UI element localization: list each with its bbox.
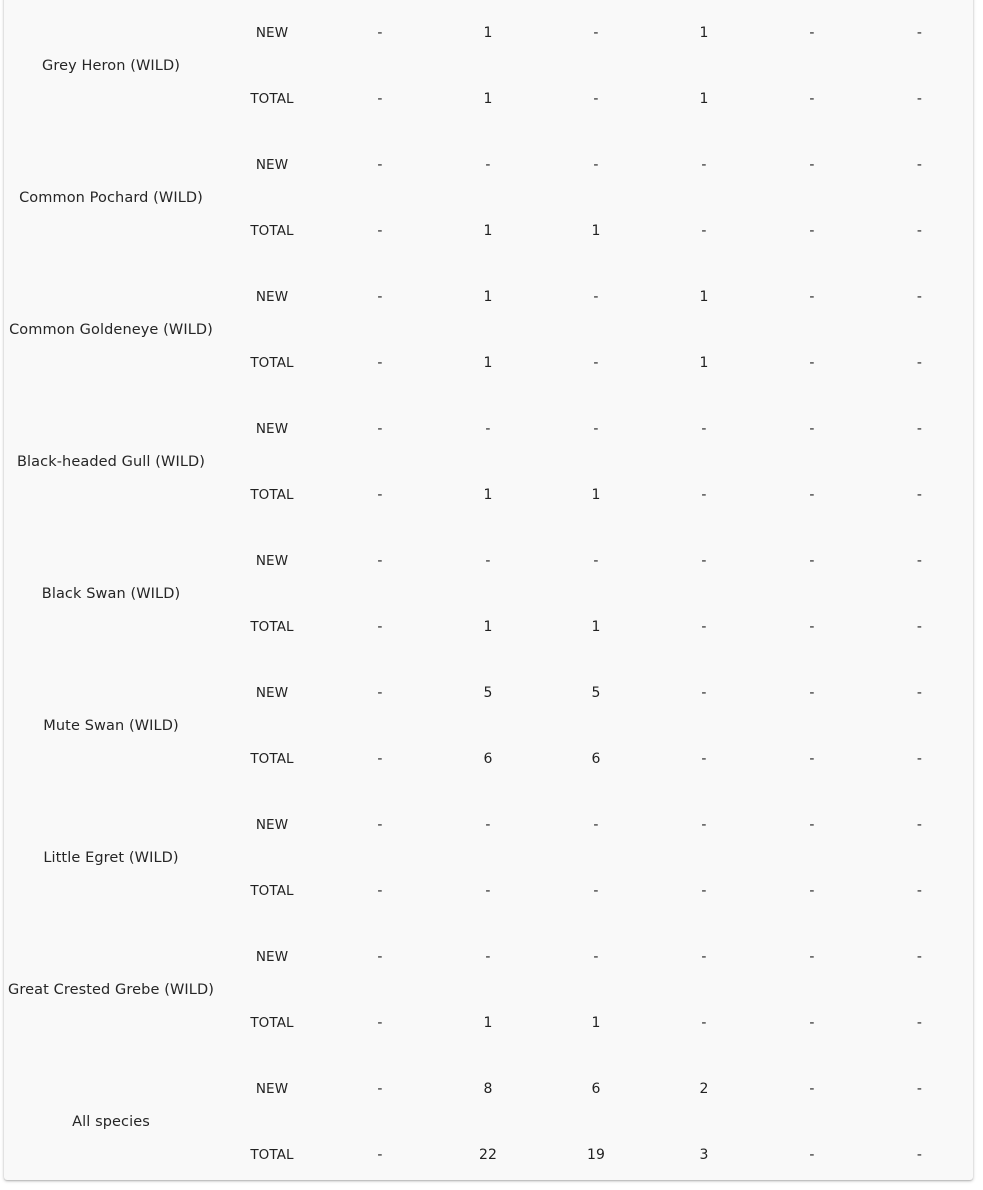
count-cell: -: [916, 355, 923, 371]
count-cell: -: [377, 1147, 383, 1163]
count-cell: 1: [483, 487, 493, 503]
count-cell: -: [701, 553, 707, 569]
table-row-new: [4, 924, 973, 990]
row-type-label: NEW: [255, 25, 289, 41]
count-cell: -: [809, 1081, 815, 1097]
count-cell: -: [809, 25, 815, 41]
count-cell: -: [809, 1147, 815, 1163]
count-cell: -: [377, 223, 383, 239]
count-cell: -: [593, 91, 599, 107]
species-name: Great Crested Grebe (WILD): [8, 982, 214, 998]
count-cell: -: [916, 487, 923, 503]
count-cell: -: [593, 25, 599, 41]
count-cell: -: [377, 685, 383, 701]
count-cell: -: [593, 883, 599, 899]
count-cell: 1: [483, 289, 493, 305]
count-cell: -: [809, 421, 815, 437]
count-cell: -: [916, 157, 923, 173]
row-type-label: TOTAL: [250, 223, 294, 239]
count-cell: -: [809, 553, 815, 569]
count-cell: 1: [699, 355, 709, 371]
table-row-new: [4, 264, 973, 330]
count-cell: -: [701, 223, 707, 239]
row-type-label: NEW: [255, 289, 289, 305]
count-cell: -: [377, 619, 383, 635]
table-body: [4, 0, 973, 1188]
species-name: Mute Swan (WILD): [43, 718, 179, 734]
count-cell: -: [916, 1015, 923, 1031]
count-cell: -: [916, 25, 923, 41]
count-cell: -: [701, 751, 707, 767]
table-row-new: [4, 0, 973, 66]
count-cell: -: [916, 751, 923, 767]
count-cell: -: [701, 1015, 707, 1031]
count-cell: -: [916, 619, 923, 635]
count-cell: -: [809, 883, 815, 899]
count-cell: -: [809, 619, 815, 635]
count-cell: 1: [483, 1015, 493, 1031]
count-cell: 1: [483, 619, 493, 635]
species-name: Black Swan (WILD): [41, 586, 181, 602]
row-type-label: NEW: [255, 817, 289, 833]
species-name: Little Egret (WILD): [43, 850, 179, 866]
count-cell: -: [916, 817, 923, 833]
count-cell: -: [593, 355, 599, 371]
species-name: Common Pochard (WILD): [19, 190, 203, 206]
count-cell: 19: [586, 1147, 605, 1163]
count-cell: -: [701, 883, 707, 899]
count-cell: -: [485, 817, 491, 833]
count-cell: 1: [483, 91, 493, 107]
row-type-label: NEW: [255, 949, 289, 965]
count-cell: -: [485, 157, 491, 173]
count-cell: -: [916, 883, 923, 899]
table-row-new: [4, 792, 973, 858]
row-type-label: TOTAL: [250, 751, 294, 767]
table-row-new: [4, 1056, 973, 1122]
count-cell: -: [377, 1081, 383, 1097]
count-cell: 3: [699, 1147, 709, 1163]
count-cell: -: [916, 1147, 923, 1163]
species-name: Common Goldeneye (WILD): [9, 322, 213, 338]
count-cell: -: [809, 949, 815, 965]
count-cell: -: [377, 355, 383, 371]
count-cell: -: [593, 157, 599, 173]
species-name: Grey Heron (WILD): [42, 58, 180, 74]
count-cell: -: [809, 1015, 815, 1031]
row-type-label: TOTAL: [250, 1147, 294, 1163]
count-cell: -: [485, 949, 491, 965]
count-cell: 5: [483, 685, 493, 701]
count-cell: -: [916, 91, 923, 107]
count-cell: -: [916, 685, 923, 701]
count-cell: -: [701, 157, 707, 173]
row-type-label: NEW: [255, 157, 289, 173]
table-row-new: [4, 528, 973, 594]
count-cell: -: [809, 289, 815, 305]
count-cell: 22: [478, 1147, 497, 1163]
table-row-new: [4, 660, 973, 726]
row-type-label: TOTAL: [250, 355, 294, 371]
count-cell: -: [809, 751, 815, 767]
count-cell: -: [377, 751, 383, 767]
count-cell: -: [593, 949, 599, 965]
count-cell: -: [809, 157, 815, 173]
count-cell: -: [593, 289, 599, 305]
count-cell: -: [377, 1015, 383, 1031]
count-cell: -: [701, 619, 707, 635]
count-cell: -: [809, 487, 815, 503]
table-row-new: [4, 396, 973, 462]
row-type-label: NEW: [255, 1081, 289, 1097]
count-cell: 1: [483, 355, 493, 371]
count-cell: -: [809, 223, 815, 239]
count-cell: -: [701, 817, 707, 833]
count-cell: -: [916, 1081, 923, 1097]
count-cell: 5: [591, 685, 601, 701]
row-type-label: NEW: [255, 685, 289, 701]
count-cell: -: [701, 685, 707, 701]
count-cell: -: [916, 553, 923, 569]
count-cell: -: [701, 949, 707, 965]
count-cell: -: [485, 553, 491, 569]
count-cell: -: [701, 487, 707, 503]
count-cell: 1: [591, 1015, 601, 1031]
count-cell: -: [916, 949, 923, 965]
count-cell: 1: [591, 619, 601, 635]
count-cell: 6: [591, 751, 601, 767]
count-cell: 2: [699, 1081, 709, 1097]
count-cell: -: [916, 223, 923, 239]
species-name: Black-headed Gull (WILD): [16, 454, 206, 470]
count-cell: -: [809, 91, 815, 107]
row-type-label: TOTAL: [250, 883, 294, 899]
row-type-label: TOTAL: [250, 487, 294, 503]
row-type-label: NEW: [255, 553, 289, 569]
count-cell: -: [916, 421, 923, 437]
count-cell: -: [916, 289, 923, 305]
count-cell: -: [377, 487, 383, 503]
count-cell: 1: [699, 289, 709, 305]
count-cell: -: [809, 355, 815, 371]
count-cell: -: [593, 421, 599, 437]
count-cell: 6: [591, 1081, 601, 1097]
table-row-new: [4, 132, 973, 198]
count-cell: -: [809, 685, 815, 701]
count-cell: -: [377, 949, 383, 965]
count-cell: -: [377, 421, 383, 437]
count-cell: -: [485, 883, 491, 899]
row-type-label: TOTAL: [250, 1015, 294, 1031]
count-cell: -: [377, 817, 383, 833]
count-cell: 1: [483, 25, 493, 41]
count-cell: 1: [591, 223, 601, 239]
count-cell: -: [377, 553, 383, 569]
row-type-label: NEW: [255, 421, 289, 437]
count-cell: 1: [699, 25, 709, 41]
count-cell: 6: [483, 751, 493, 767]
species-name: All species: [72, 1114, 150, 1130]
row-type-label: TOTAL: [250, 619, 294, 635]
count-cell: -: [701, 421, 707, 437]
count-cell: -: [593, 553, 599, 569]
species-counts-card: [4, 0, 973, 1180]
count-cell: -: [377, 883, 383, 899]
count-cell: -: [377, 91, 383, 107]
count-cell: -: [809, 817, 815, 833]
count-cell: -: [377, 289, 383, 305]
count-cell: 1: [699, 91, 709, 107]
count-cell: 1: [591, 487, 601, 503]
count-cell: -: [485, 421, 491, 437]
count-cell: -: [593, 817, 599, 833]
count-cell: 1: [483, 223, 493, 239]
count-cell: -: [377, 25, 383, 41]
count-cell: -: [377, 157, 383, 173]
row-type-label: TOTAL: [250, 91, 294, 107]
species-counts-table: [4, 0, 973, 1188]
count-cell: 8: [483, 1081, 493, 1097]
